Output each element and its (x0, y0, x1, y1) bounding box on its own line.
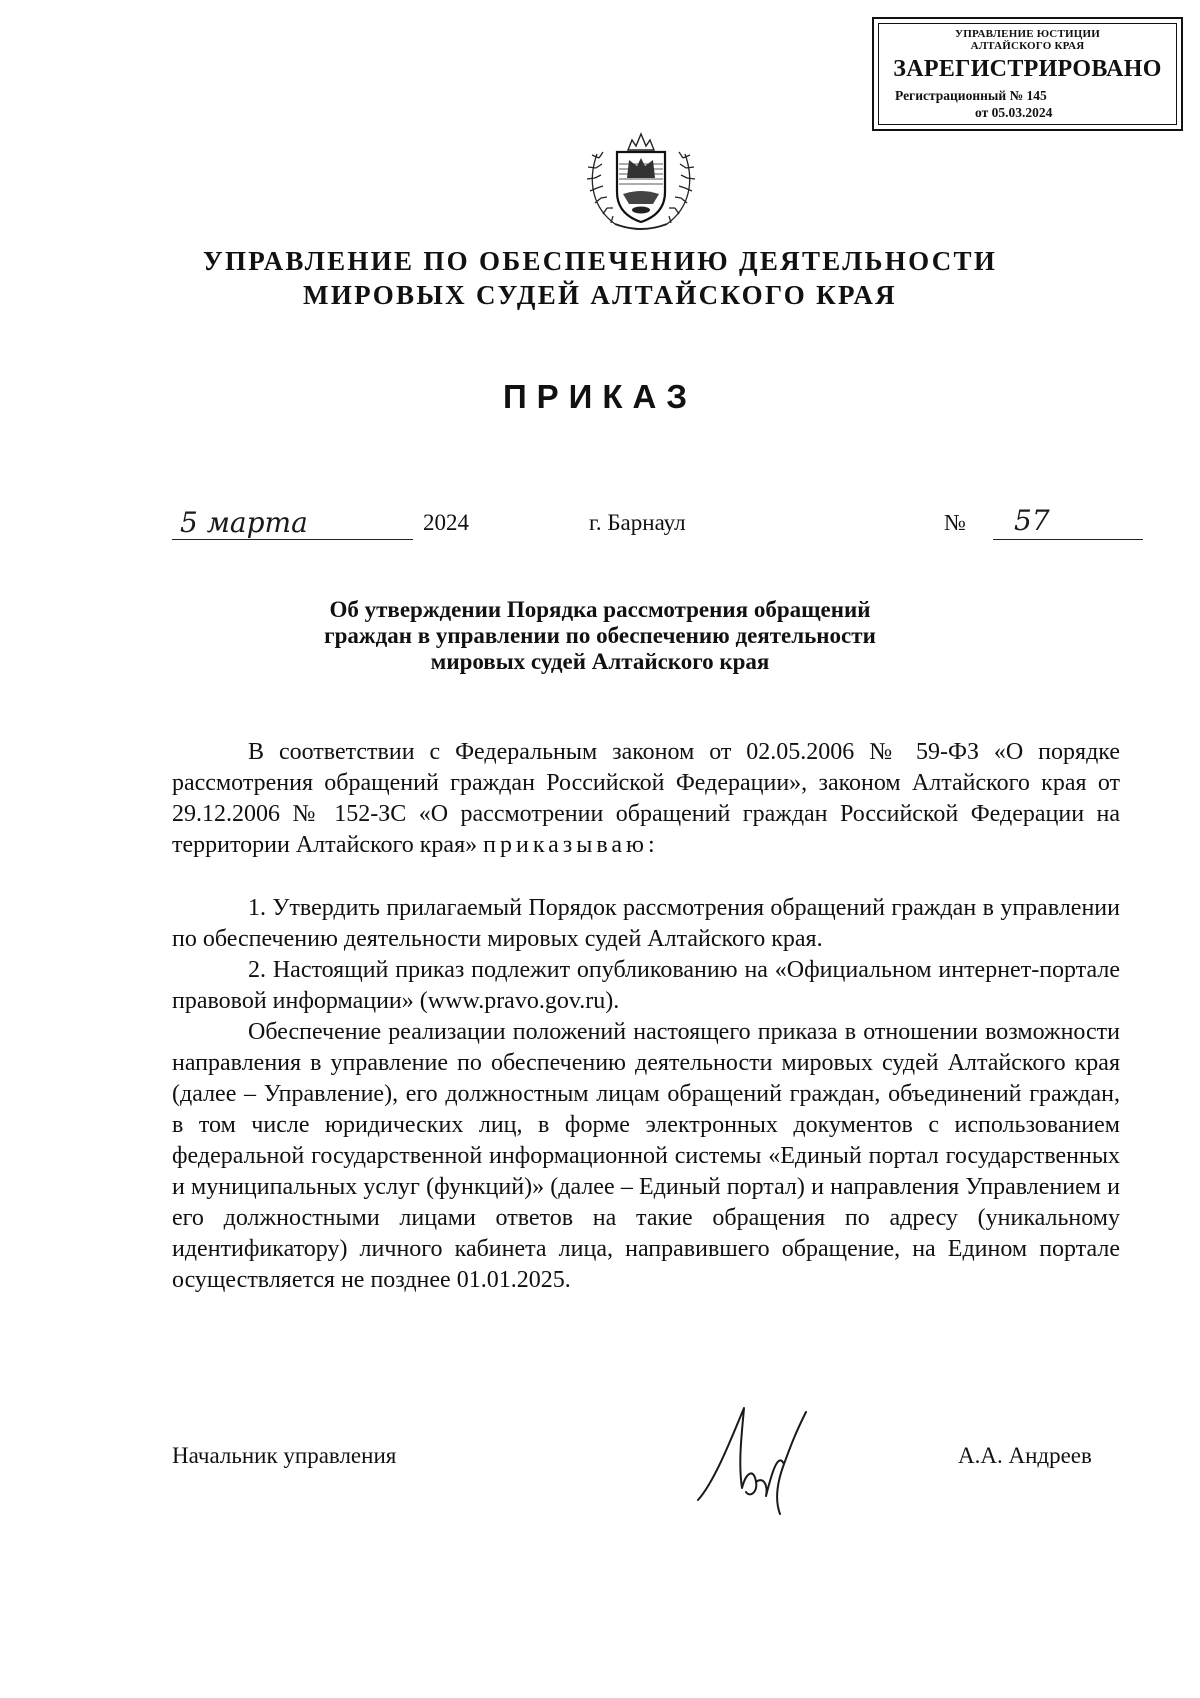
stamp-status: ЗАРЕГИСТРИРОВАНО (893, 56, 1162, 82)
number-underline (993, 539, 1143, 540)
order-number-handwritten: 57 (1014, 504, 1050, 537)
signer-position: Начальник управления (172, 1443, 397, 1468)
item2-paragraph: 2. Настоящий приказ подлежит опубликованию на «Официальном интернет-портале правовой информации» (www.pravo.gov.ru). (172, 957, 1120, 1014)
subject-line2: граждан в управлении по обеспечению деятельности (324, 623, 876, 648)
item1-paragraph: 1. Утвердить прилагаемый Порядок рассмотрения обращений граждан в управлении по обеспечению деятельности мировых судей Алтайского края. (172, 895, 1120, 952)
registration-stamp (872, 17, 1183, 131)
preamble-text: В соответствии с Федеральным законом от 02.05.2006 № 59-ФЗ «О порядке рассмотрения обращений граждан Российской Федерации», законом Алтайского края от 29.12.2006 № 152-ЗС «О рассмотрении обращений граждан Российской Федерации на территории Алтайского края» (172, 739, 1120, 858)
number-sign: № (944, 510, 966, 535)
item3-paragraph: Обеспечение реализации положений настоящего приказа в отношении возможности направления в управление по обеспечению деятельности мировых судей Алтайского края (далее – Управление), его должностным лицам обращений граждан, объединений граждан, в том числе юридических лиц, в форме электронных документов с использованием федеральной государственной информационной системы «Единый портал государственных и муниципальных услуг (функций)» (далее – Единый портал) и направления Управлением и его должностными лицами ответов на такие обращения по адресу (уникальному идентификатору) личного кабинета лица, направившего обращение, на Едином портале осуществляется не позднее 01.01.2025. (172, 1019, 1120, 1293)
organization-name-line1: УПРАВЛЕНИЕ ПО ОБЕСПЕЧЕНИЮ ДЕЯТЕЛЬНОСТИ (202, 246, 998, 276)
preamble-paragraph (172, 737, 1120, 861)
order-subject (0, 597, 1200, 675)
organization-name-line2: МИРОВЫХ СУДЕЙ АЛТАЙСКОГО КРАЯ (303, 280, 897, 310)
order-year: 2024 (423, 510, 469, 535)
subject-line1: Об утверждении Порядка рассмотрения обращений (329, 597, 871, 622)
stamp-org-line2: АЛТАЙСКОГО КРАЯ (970, 40, 1085, 52)
signer-name: А.А. Андреев (958, 1443, 1092, 1468)
order-date-handwritten: 5 марта (180, 506, 308, 539)
registration-stamp-inner-frame (878, 23, 1177, 125)
date-underline (172, 539, 413, 540)
city-name: г. Барнаул (589, 510, 686, 535)
order-word: приказываю: (483, 832, 659, 858)
stamp-registration-date: от 05.03.2024 (975, 105, 1053, 120)
stamp-registration-number: Регистрационный № 145 (895, 88, 1047, 103)
stamp-org-line1: УПРАВЛЕНИЕ ЮСТИЦИИ (954, 28, 1101, 40)
subject-line3: мировых судей Алтайского края (430, 649, 770, 674)
altai-krai-coat-of-arms-icon (581, 124, 701, 236)
handwritten-signature-icon (694, 1402, 824, 1518)
document-type-title: ПРИКАЗ (502, 378, 698, 415)
